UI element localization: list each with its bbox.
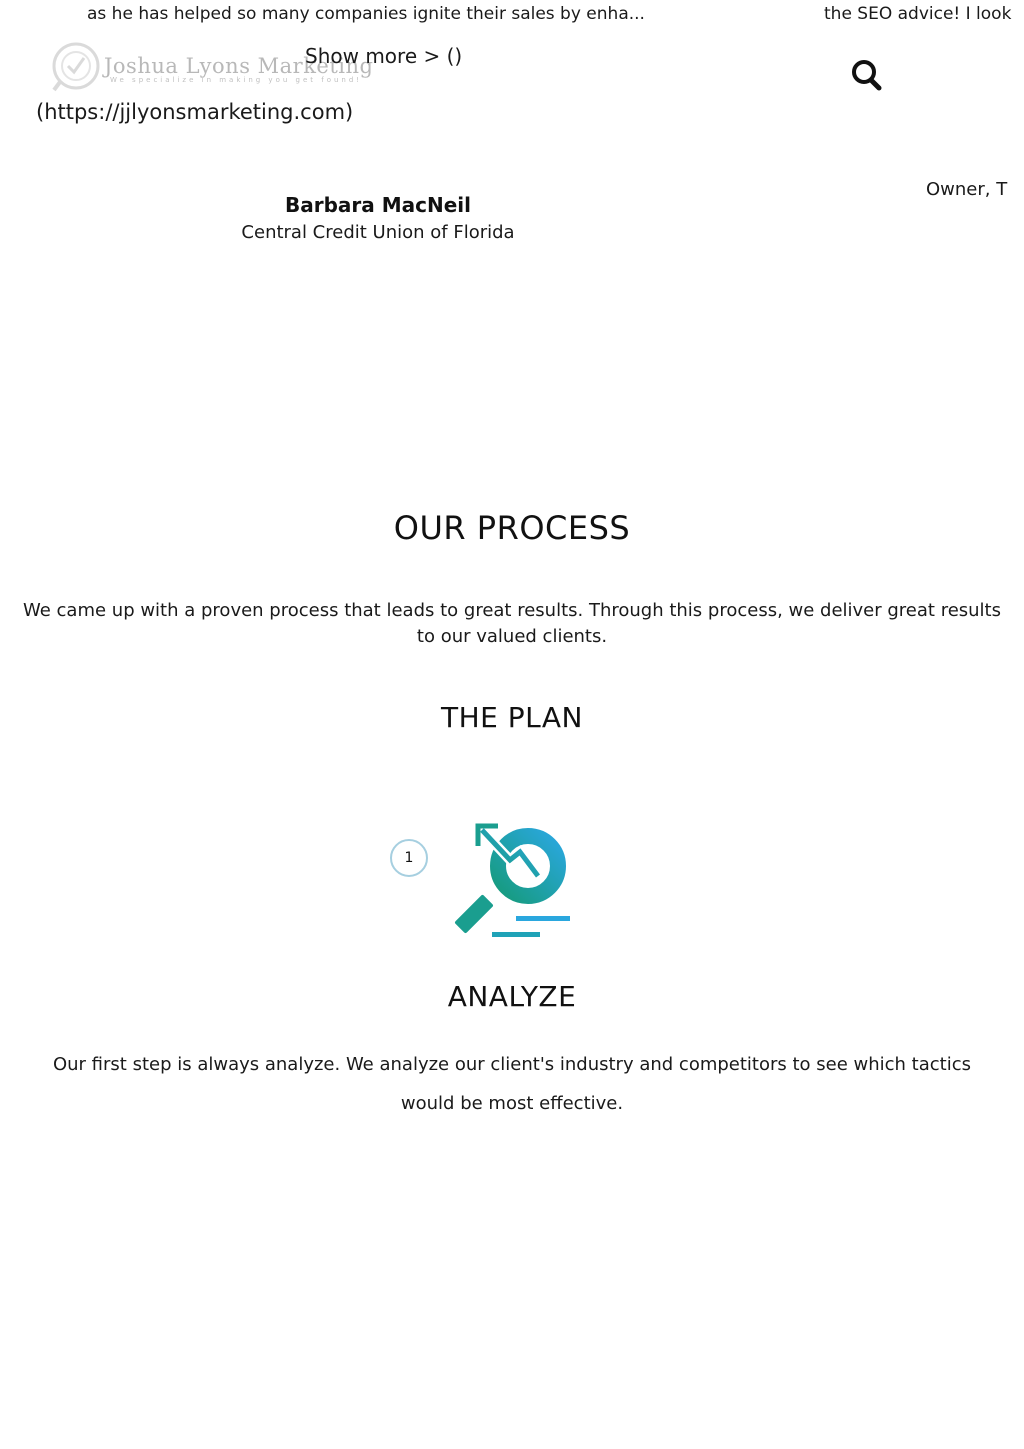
search-icon: [850, 58, 884, 94]
step-number-badge: 1: [390, 839, 428, 877]
analyze-step-illustration: [452, 820, 576, 944]
search-button[interactable]: [850, 58, 884, 94]
testimonial-reviewer-title-right: Owner, T: [926, 179, 1008, 200]
step-title-analyze: ANALYZE: [447, 980, 577, 1013]
logo-tagline: We specialize in making you get found!: [110, 76, 363, 84]
section-title-our-process: OUR PROCESS: [393, 509, 631, 547]
reviewer-company: Central Credit Union of Florida: [241, 222, 515, 243]
analyze-magnifier-icon: [452, 820, 576, 944]
section-description: We came up with a proven process that leads to great results. Through this process, we deliver great results to our valued clients.: [22, 600, 1001, 647]
show-more-link[interactable]: Show more > (): [305, 44, 463, 68]
logo-mark-icon: [50, 38, 106, 98]
testimonial-excerpt-right: the SEO advice! I look: [824, 4, 1012, 24]
step-description: Our first step is always analyze. We analyze our client's industry and competitors to see which tactics would be most effective.: [52, 1054, 972, 1114]
subsection-title-the-plan: THE PLAN: [441, 701, 583, 734]
logo-title: Joshua Lyons Marketing: [104, 54, 374, 78]
site-url-link[interactable]: (https://jjlyonsmarketing.com): [36, 100, 354, 124]
reviewer-name: Barbara MacNeil: [284, 193, 471, 217]
testimonial-excerpt-left: as he has helped so many companies ignite their sales by enha...: [87, 4, 645, 24]
